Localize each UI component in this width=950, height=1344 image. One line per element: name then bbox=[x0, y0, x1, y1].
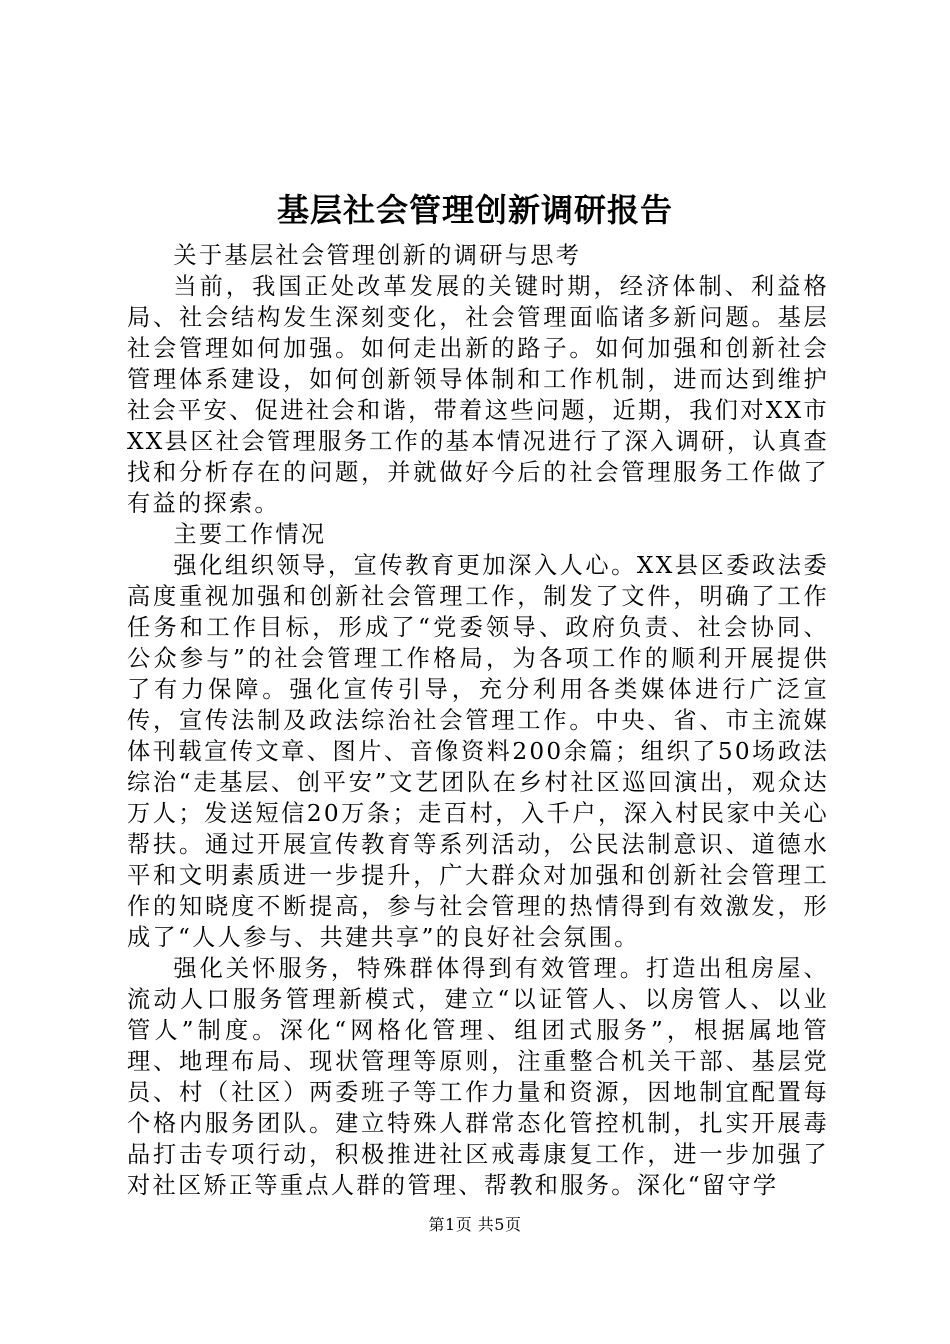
paragraph-subtitle: 关于基层社会管理创新的调研与思考 bbox=[173, 242, 582, 269]
section-heading: 主要工作情况 bbox=[173, 521, 327, 548]
paragraph-intro: 当前，我国正处改革发展的关键时期，经济体制、利益格局、社会结构发生深刻变化，社会管理面临诸多新问题。基层社会管理如何加强。如何走出新的路子。如何加强和创新社会管理体系建设，如何创新领导体制和工作机制，进而达到维护社会平安、促进社会和谐，带着这些问题，近期，我们对XX市XX县区社会管理服务工作的基本情况进行了深入调研，认真查找和分析存在的问题，并就做好今后的社会管理服务工作做了有益的探索。 bbox=[127, 273, 829, 517]
document-title: 基层社会管理创新调研报告 bbox=[276, 191, 673, 229]
page-footer: 第1页 共5页 bbox=[428, 1215, 522, 1234]
paragraph-care-service: 强化关怀服务，特殊群体得到有效管理。打造出租房屋、流动人口服务管理新模式，建立“以证管人、以房管人、以业管人”制度。深化“网格化管理、组团式服务”，根据属地管理、地理布局、现状管理等原则，注重整合机关干部、基层党员、村（社区）两委班子等工作力量和资源，因地制宜配置每个格内服务团队。建立特殊人群常态化管控机制，扎实开展毒品打击专项行动，积极推进社区戒毒康复工作，进一步加强了对社区矫正等重点人群的管理、帮教和服务。深化“留守学 bbox=[127, 955, 829, 1199]
document-body bbox=[127, 240, 829, 1201]
paragraph-organization: 强化组织领导，宣传教育更加深入人心。XX县区委政法委高度重视加强和创新社会管理工作，制发了文件，明确了工作任务和工作目标，形成了“党委领导、政府负责、社会协同、公众参与”的社会管理工作格局，为各项工作的顺利开展提供了有力保障。强化宣传引导，充分利用各类媒体进行广泛宣传，宣传法制及政法综治社会管理工作。中央、省、市主流媒体刊载宣传文章、图片、音像资料200余篇；组织了50场政法综治“走基层、创平安”文艺团队在乡村社区巡回演出，观众达万人；发送短信20万条；走百村，入千户，深入村民家中关心帮扶。通过开展宣传教育等系列活动，公民法制意识、道德水平和文明素质进一步提升，广大群众对加强和创新社会管理工作的知晓度不断提高，参与社会管理的热情得到有效激发，形成了“人人参与、共建共享”的良好社会氛围。 bbox=[127, 552, 829, 951]
